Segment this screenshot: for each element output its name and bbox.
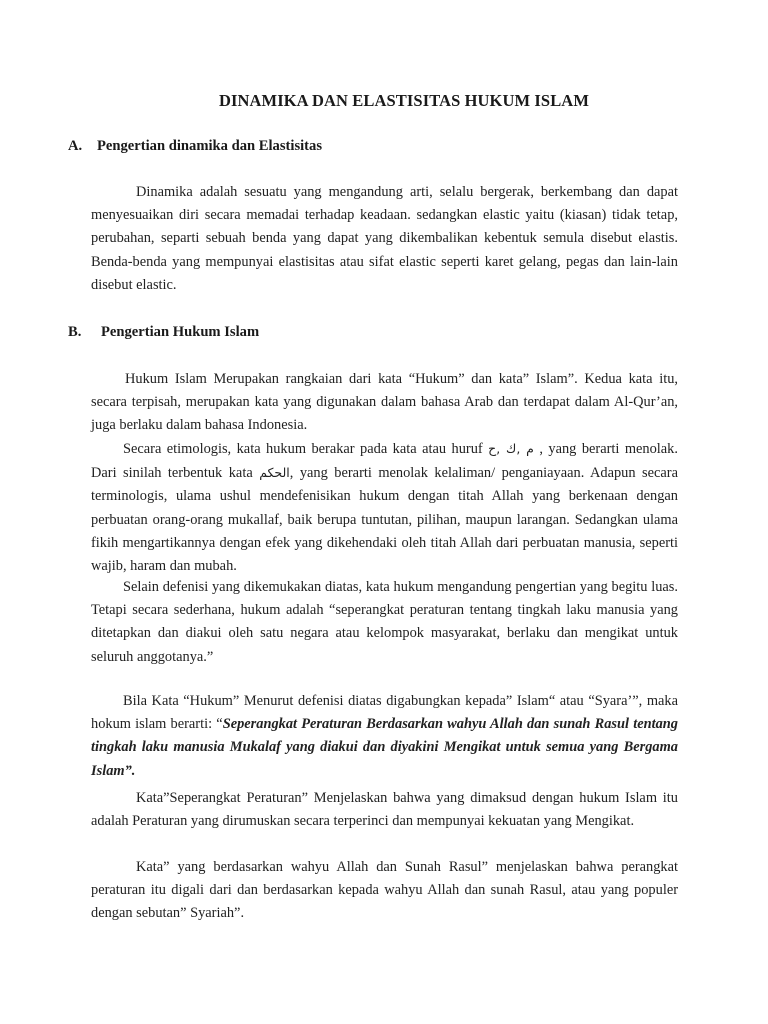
p2-text-c: , yang berarti menolak kelaliman/ penganiayaan. Adapun secara terminologis, ulama ushul mendefenisikan hukum dengan titah Allah yang berkenaan dengan perbuatan orang-orang mukallaf, baik berupa tuntutan, pilihan, maupun larangan. Sedangkan ulama fikih mengartikannya dengan efek yang dikehendaki oleh titah Allah dari perbuatan manusia, seperti wajib, haram dan mubah. bbox=[91, 465, 678, 575]
p4-definition: Seperangkat Peraturan Berdasarkan wahyu Allah dan sunah Rasul tentang tingkah laku manusia Mukalaf yang diakui dan diyakini Mengikat untuk semua yang Bergama Islam”. bbox=[91, 716, 678, 779]
section-a-letter: A. bbox=[68, 138, 83, 154]
p2-text-b: , yang berarti menolak. Dari sinilah terbentuk kata bbox=[91, 441, 678, 482]
section-b-paragraph-4 bbox=[91, 690, 678, 783]
arabic-word: الحكم bbox=[259, 465, 290, 481]
section-a-title: Pengertian dinamika dan Elastisitas bbox=[97, 138, 323, 154]
section-b-paragraph-3: Selain defenisi yang dikemukakan diatas, kata hukum mengandung pengertian yang begitu luas. Tetapi secara sederhana, hukum adalah “seperangkat peraturan tentang tingkah laku manusia yang ditetapkan dan diakui oleh satu negara atau kelompok masyarakat, berlaku dan mengikat untuk seluruh anggotanya.” bbox=[91, 579, 678, 665]
section-b-letter: B. bbox=[68, 324, 82, 340]
document-title: DINAMIKA DAN ELASTISITAS HUKUM ISLAM bbox=[218, 91, 590, 110]
section-b-paragraph-2 bbox=[91, 437, 678, 578]
section-b-paragraph-6: Kata” yang berdasarkan wahyu Allah dan Sunah Rasul” menjelaskan bahwa perangkat peraturan itu digali dari dan berdasarkan kepada wahyu Allah dan sunah Rasul, atau yang populer dengan sebutan” Syariah”. bbox=[91, 859, 678, 922]
p2-text-a: Secara etimologis, kata hukum berakar pada kata atau huruf bbox=[123, 441, 483, 457]
section-b-paragraph-5: Kata”Seperangkat Peraturan” Menjelaskan bahwa yang dimaksud dengan hukum Islam itu adalah Peraturan yang dirumuskan secara terperinci dan mempunyai kekuatan yang Mengikat. bbox=[91, 790, 678, 830]
arabic-letters: م ,ك ,ح bbox=[488, 441, 534, 456]
section-b-paragraph-1: Hukum Islam Merupakan rangkaian dari kata “Hukum” dan kata” Islam”. Kedua kata itu, secara terpisah, merupakan kata yang digunakan dalam bahasa Arab dan terdapat dalam Al-Qur’an, juga berlaku dalam bahasa Indonesia. bbox=[91, 371, 678, 434]
section-a-paragraph: Dinamika adalah sesuatu yang mengandung arti, selalu bergerak, berkembang dan dapat menyesuaikan diri secara memadai terhadap keadaan. sedangkan elastic yaitu (kiasan) tidak tetap, perubahan, separti sebuah benda yang dapat yang dikembalikan kebentuk semula disebut elastis. Benda-benda yang mempunyai elastisitas atau sifat elastic seperti karet gelang, pegas dan lain-lain disebut elastic. bbox=[91, 184, 678, 293]
p4-text: Bila Kata “Hukum” Menurut defenisi diatas digabungkan kepada” Islam“ atau “Syara’”, maka hokum islam berarti: “ bbox=[91, 693, 678, 733]
section-b-title: Pengertian Hukum Islam bbox=[101, 324, 260, 340]
